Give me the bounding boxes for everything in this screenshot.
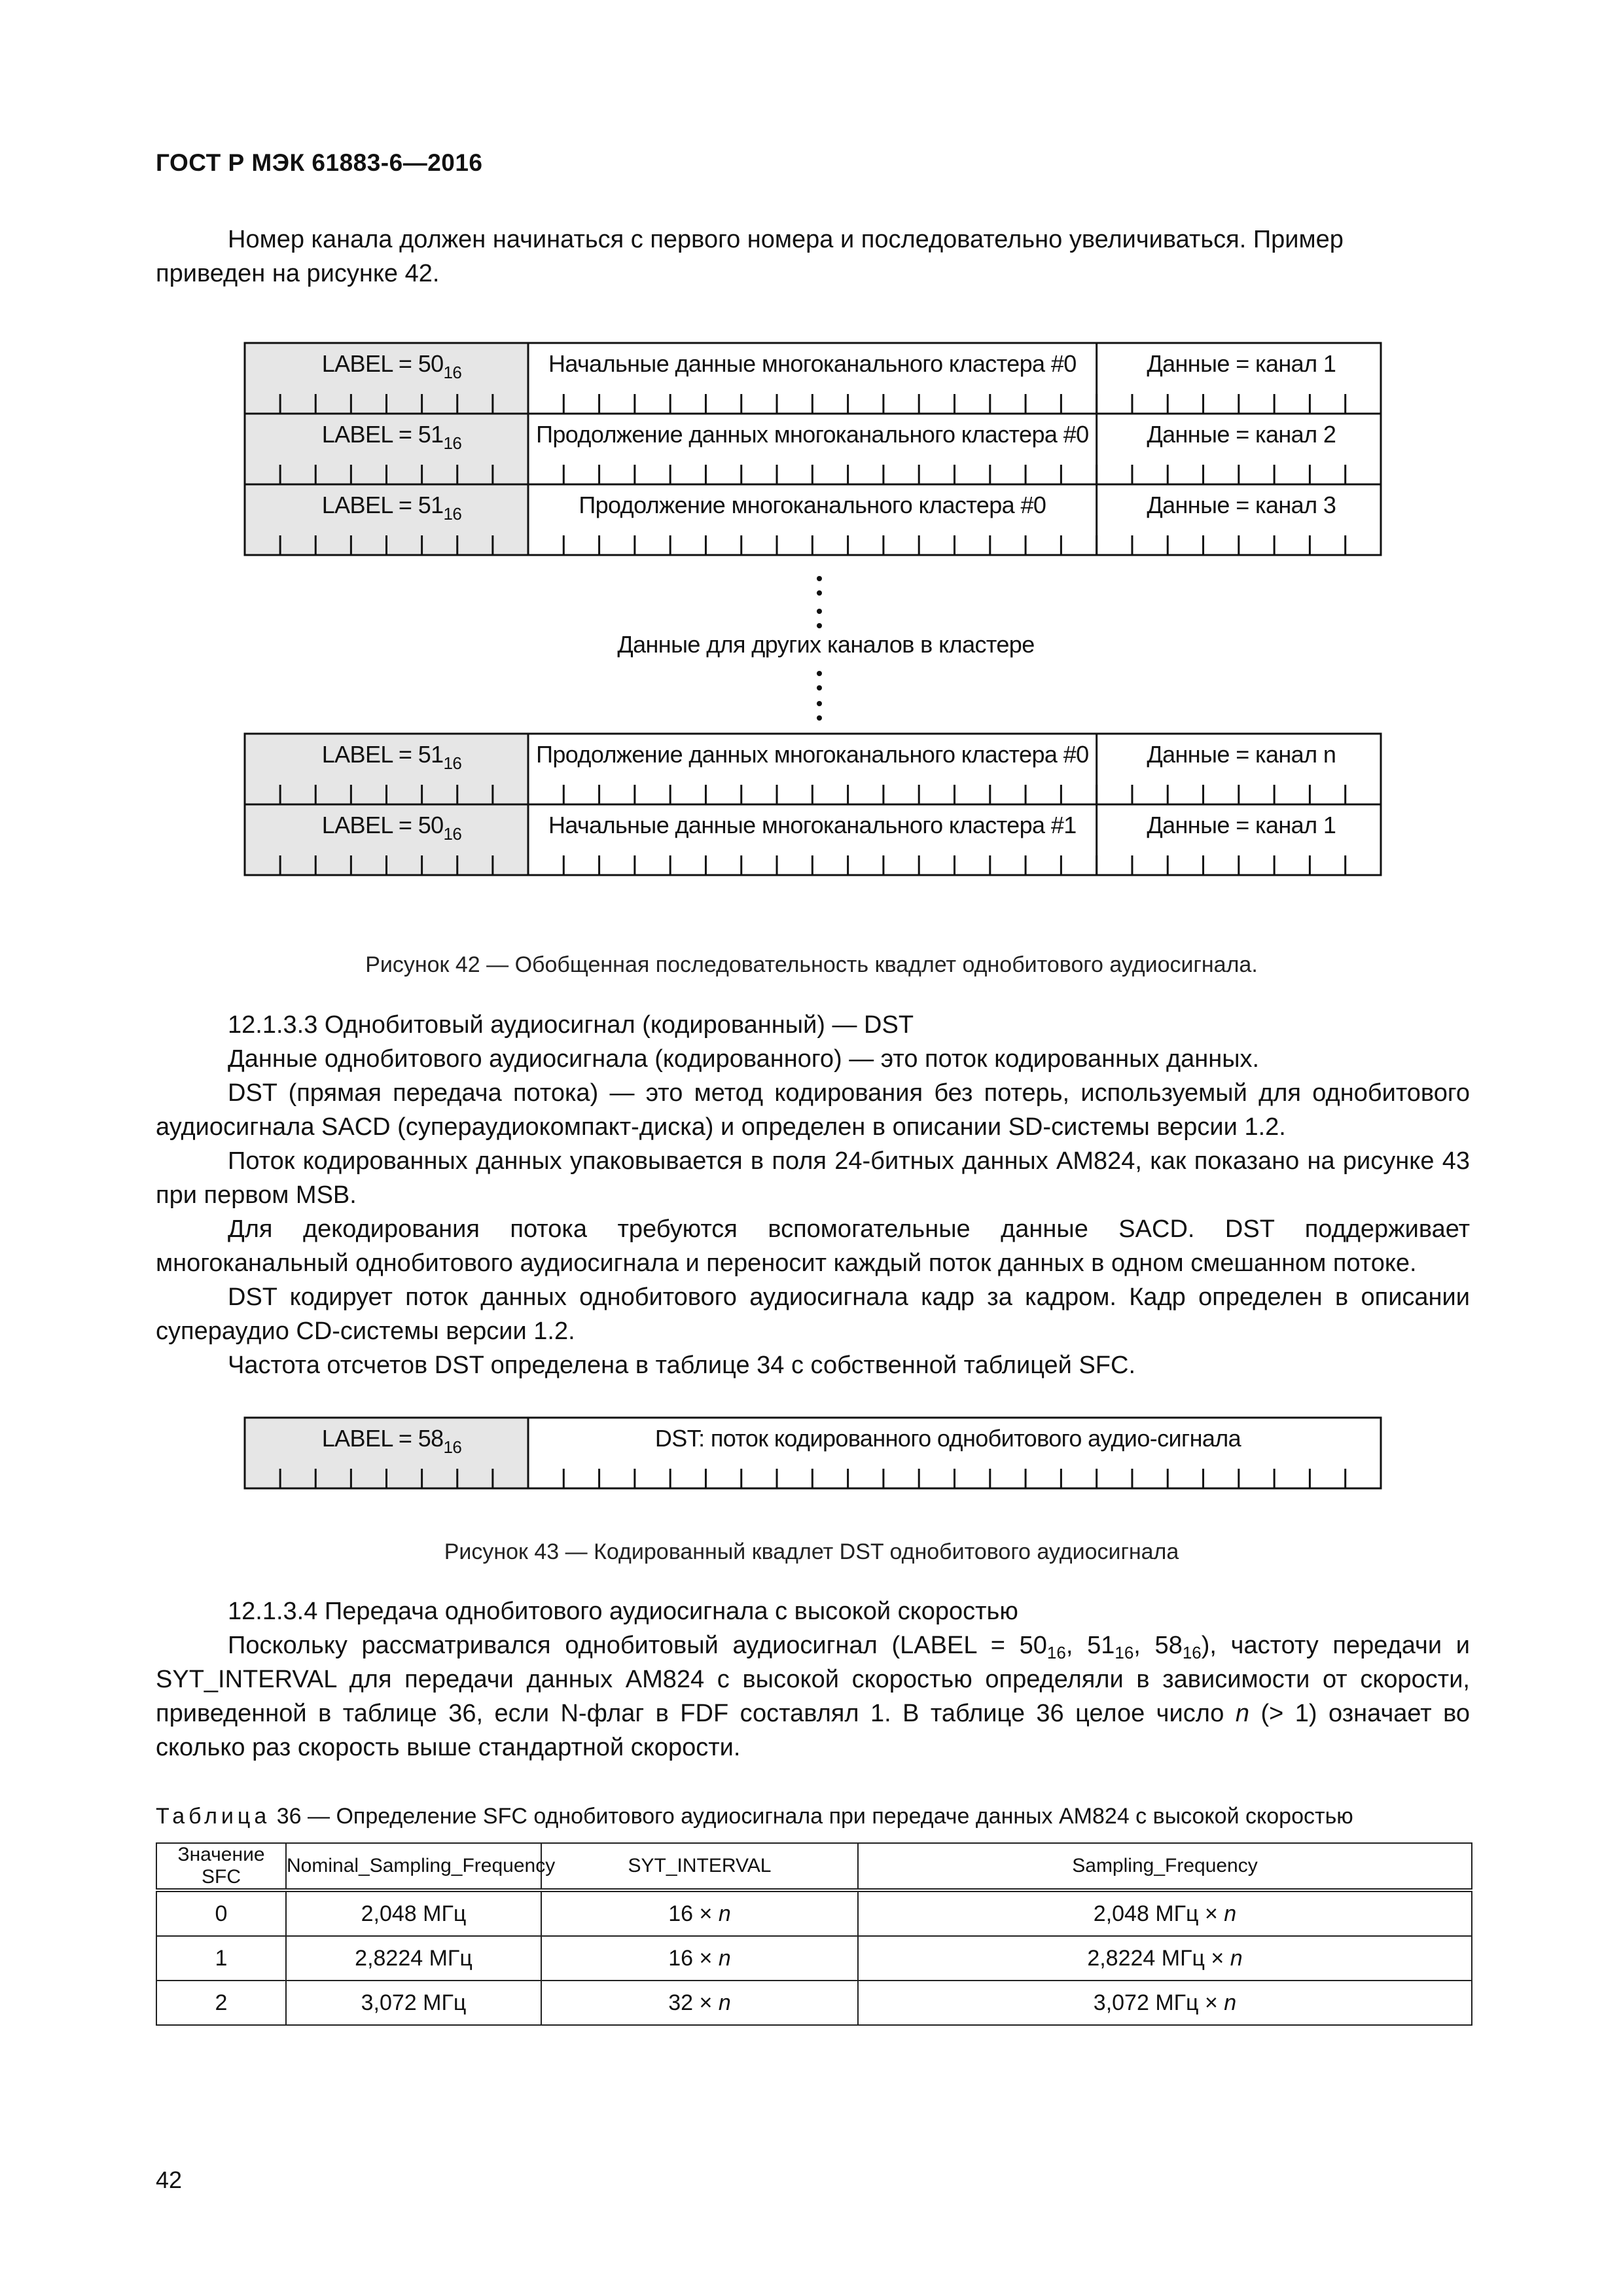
table-cell: 32 × n [541,1981,858,2025]
paragraph: Данные однобитового аудиосигнала (кодированного) — это поток кодированных данных. [228,1045,1260,1073]
paragraph: Поскольку рассматривался однобитовый аудиосигнал (LABEL = $50_{16}$, $51_{16}$, $58_{16}$), частоту передачи и SYT_INTERVAL для передачи данных AM824 с высокой скоростью определяли в зависимости от скорости, приведенной в таблице 36, если N-флаг в FDF составлял 1. В таблице 36 целое число n (> 1) означает во сколько раз скорость выше стандартной скорости. [156,1632,1471,1761]
table-cell: 3,072 МГц × n [858,1981,1472,2025]
table-header-row [156,1843,1472,1890]
figure-42-caption: Рисунок 42 — Обобщенная последовательность квадлет однобитового аудиосигнала. [365,952,1258,977]
table-cell: 0 [156,1890,286,1936]
cluster-description: Продолжение многоканального кластера #0 [579,492,1046,518]
paragraph: DST кодирует поток данных однобитового аудиосигнала кадр за кадром. Кадр определен в описании супераудио CD-системы версии 1.2. [156,1283,1470,1345]
section-heading: 12.1.3.4 Передача однобитового аудиосигнала с высокой скоростью [228,1598,1018,1625]
cluster-description: Начальные данные многоканального кластера #1 [548,812,1077,838]
channel-data: Данные = канал 2 [1147,421,1336,448]
label-value: LABEL = $51_{16}$ [321,741,462,773]
figure-43-block [245,1418,1381,1488]
cluster-description: Начальные данные многоканального кластера #0 [548,350,1077,377]
column-header: SYT_INTERVAL [541,1843,858,1890]
column-header: Sampling_Frequency [858,1843,1472,1890]
channel-data: Данные = канал 1 [1147,350,1336,377]
table-cell: 2,048 МГц × n [858,1890,1472,1936]
table-row [156,1936,1472,1981]
table-row [156,1890,1472,1936]
channel-data: Данные = канал n [1147,741,1336,768]
table-cell: 3,072 МГц [286,1981,541,2025]
paragraph: DST (прямая передача потока) — это метод кодирования без потерь, используемый для однобитового аудиосигнала SACD (супераудиокомпакт-диска) и определен в описании SD-системы версии 1.2. [156,1079,1470,1141]
label-value: LABEL = $50_{16}$ [321,812,462,844]
page-number: 42 [156,2166,183,2193]
figure-43-caption: Рисунок 43 — Кодированный квадлет DST однобитового аудиосигнала [444,1539,1179,1564]
table-cell: 16 × n [541,1890,858,1936]
paragraph: Частота отсчетов DST определена в таблице 34 с собственной таблицей SFC. [228,1352,1136,1379]
cluster-description: Продолжение данных многоканального кластера #0 [536,421,1089,448]
label-value: LABEL = $51_{16}$ [321,492,462,524]
label-value: LABEL = $51_{16}$ [321,421,462,453]
dst-description: DST: поток кодированного однобитового аудио-сигнала [654,1425,1241,1452]
intro-line-1: Номер канала должен начинаться с первого номера и последовательно увеличиваться. Пример [228,226,1344,253]
column-header: Значение SFC [156,1843,286,1890]
table-cell: 2,048 МГц [286,1890,541,1936]
label-value: LABEL = $58_{16}$ [321,1425,462,1457]
cluster-description: Продолжение данных многоканального кластера #0 [536,741,1089,768]
table-36-title: Таблица 36 — Определение SFC однобитового аудиосигнала при передаче данных AM824 с высокой скоростью [156,1804,1353,1829]
table-cell: 2,8224 МГц [286,1936,541,1981]
channel-data: Данные = канал 1 [1147,812,1336,838]
paragraph: Поток кодированных данных упаковывается в поля 24-битных данных AM824, как показано на рисунке 43 при первом MSB. [156,1147,1470,1209]
table-cell: 2 [156,1981,286,2025]
section-12-1-3-4 [156,1594,1470,1765]
section-heading: 12.1.3.3 Однобитовый аудиосигнал (кодированный) — DST [228,1011,914,1039]
paragraph: Для декодирования потока требуются вспомогательные данные SACD. DST поддерживает многоканальный однобитового аудиосигнала и переносит каждый поток данных в одном смешанном потоке. [156,1215,1470,1277]
table-cell: 16 × n [541,1936,858,1981]
intro-line-2: приведен на рисунке 42. [156,260,440,287]
table-row [156,1981,1472,2025]
table-36 [156,1842,1472,2026]
label-value: LABEL = $50_{16}$ [321,350,462,382]
document-header: ГОСТ Р МЭК 61883-6—2016 [156,149,483,176]
channel-data: Данные = канал 3 [1147,492,1336,518]
table-cell: 1 [156,1936,286,1981]
column-header: Nominal_Sampling_Frequency [286,1843,541,1890]
table-cell: 2,8224 МГц × n [858,1936,1472,1981]
figure-42-middle-text: Данные для других каналов в кластере [617,631,1035,658]
